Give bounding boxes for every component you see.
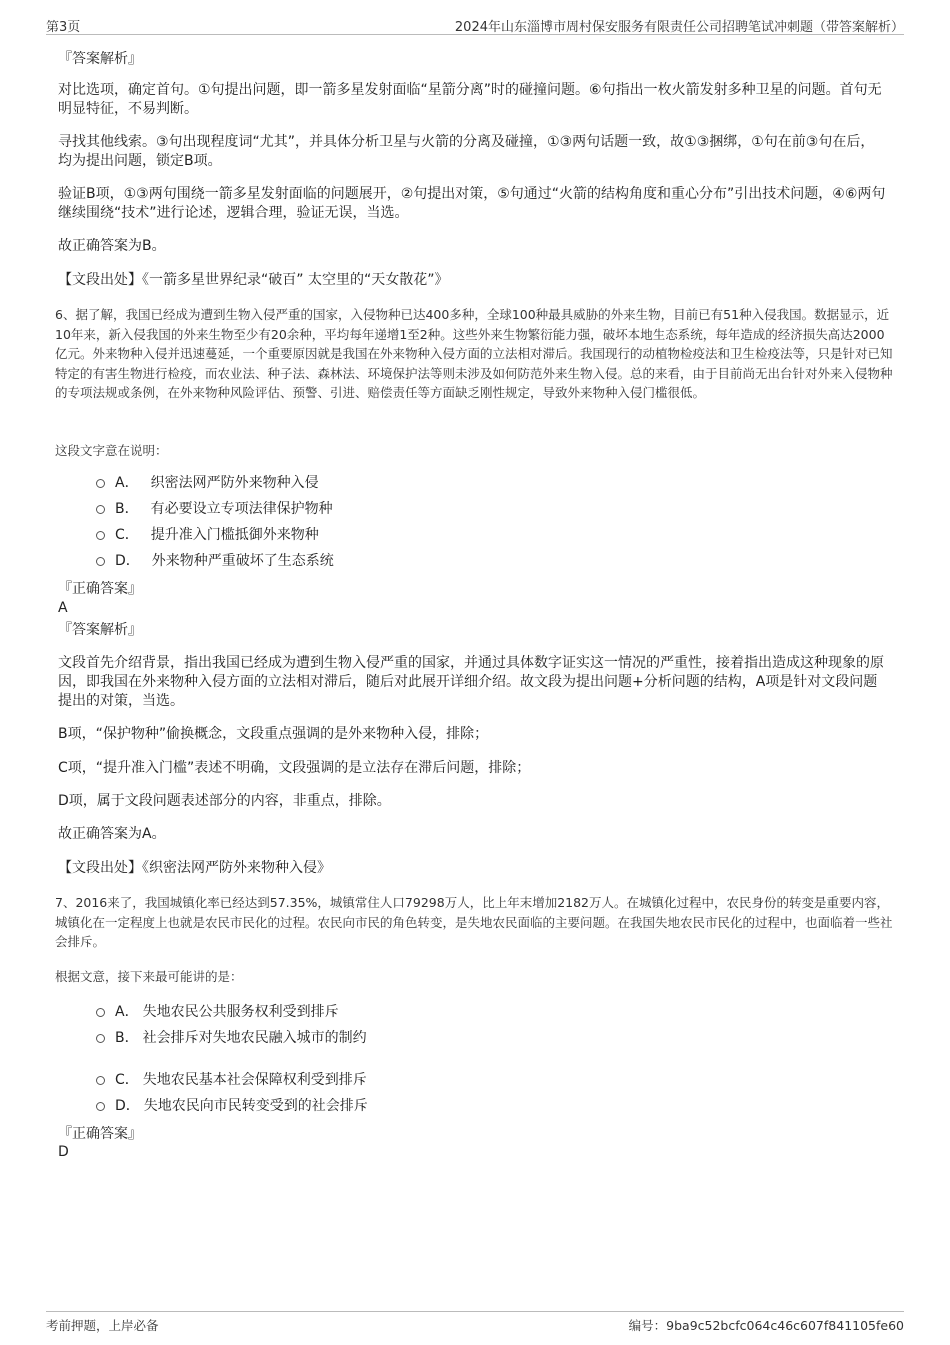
q7-option-a[interactable]: A． 失地农民公共服务权利受到排斥 (96, 1002, 339, 1022)
page-number: 第3页 (46, 20, 81, 35)
q7-prompt: 根据文意，接下来最可能讲的是： (55, 969, 243, 984)
q7-stem: 7、2016来了，我国城镇化率已经达到57.35%，城镇常住人口79298万人，比上年末增加2182万人。在城镇化过程中，农民身份的转变是重要内容，城镇化在一定程度上也就是农民市民化的过程。农民向市民的角色转变，是失地农民面临的主要问题。在我国失地农民市民化的过程中，也面临着一些社会排斥。 (55, 895, 893, 949)
q7-option-c[interactable]: C． 失地农民基本社会保障权利受到排斥 (96, 1070, 367, 1090)
q6-prompt: 这段文字意在说明： (55, 443, 168, 458)
q7-answer-label: 『正确答案』 (58, 1126, 142, 1142)
q5-analysis-paragraph-2: 寻找其他线索。③句出现程度词“尤其”，并具体分析卫星与火箭的分离及碰撞，①③两句话题一致，故①③捆绑，①句在前③句在后，均为提出问题，锁定B项。 (58, 134, 875, 169)
q6-analysis-label: 『答案解析』 (58, 622, 142, 638)
q6-analysis-paragraph-4: D项，属于文段问题表述部分的内容，非重点，排除。 (58, 793, 391, 809)
q6-stem: 6、据了解，我国已经成为遭到生物入侵严重的国家，入侵物种已达400多种，全球100种最具威胁的外来生物，目前已有51种入侵我国。数据显示，近10年来，新入侵我国的外来生物至少有20余种，平均每年递增1至2种。这些外来生物繁衍能力强，破坏本地生态系统，每年造成的经济损失高达2000亿元。外来物种入侵并迅速蔓延，一个重要原因就是我国在外来物种入侵方面的立法相对滞后。我国现行的动植物检疫法和卫生检疫法等，只是针对已知特定的有害生物进行检疫，而农业法、种子法、森林法、环境保护法等则未涉及如何防范外来生物入侵。总的来看，由于目前尚无出台针对外来入侵物种的专项法规或条例，在外来物种风险评估、预警、引进、赔偿责任等方面缺乏刚性规定，导致外来物种入侵门槛很低。 (55, 307, 893, 400)
radio-icon[interactable] (96, 1034, 105, 1043)
q6-analysis-paragraph-3: C项，“提升准入门槛”表述不明确，文段强调的是立法存在滞后问题，排除； (58, 760, 531, 776)
q6-option-d[interactable]: D． 外来物种严重破坏了生态系统 (96, 551, 334, 571)
q7-option-d[interactable]: D． 失地农民向市民转变受到的社会排斥 (96, 1096, 368, 1116)
page-footer (46, 1311, 904, 1336)
q5-source: 【文段出处】《一箭多星世界纪录“破百” 太空里的“天女散花”》 (58, 272, 449, 288)
radio-icon[interactable] (96, 557, 105, 566)
radio-icon[interactable] (96, 1076, 105, 1085)
footer-slogan: 考前押题，上岸必备 (46, 1318, 159, 1333)
q6-final-answer: 故正确答案为A。 (58, 826, 166, 842)
radio-icon[interactable] (96, 531, 105, 540)
q6-source: 【文段出处】《织密法网严防外来物种入侵》 (58, 860, 331, 876)
q5-analysis-paragraph-3: 验证B项，①③两句围绕一箭多星发射面临的问题展开，②句提出对策，⑤句通过“火箭的结构角度和重心分布”引出技术问题，④⑥两句继续围绕“技术”进行论述，逻辑合理，验证无误，当选。 (58, 186, 886, 221)
radio-icon[interactable] (96, 1008, 105, 1017)
q6-option-a[interactable]: A． 织密法网严防外来物种入侵 (96, 473, 319, 493)
q6-analysis-paragraph-2: B项，“保护物种”偷换概念，文段重点强调的是外来物种入侵，排除； (58, 726, 489, 742)
q5-final-answer: 故正确答案为B。 (58, 238, 166, 254)
document-id: 编号：9ba9c52bcfc064c46c607f841105fe60 (628, 1318, 904, 1333)
radio-icon[interactable] (96, 479, 105, 488)
q5-analysis-label: 『答案解析』 (58, 51, 142, 67)
document-title: 2024年山东淄博市周村保安服务有限责任公司招聘笔试冲刺题（带答案解析） (454, 20, 904, 35)
radio-icon[interactable] (96, 505, 105, 514)
radio-icon[interactable] (96, 1102, 105, 1111)
q6-analysis-paragraph-1: 文段首先介绍背景，指出我国已经成为遭到生物入侵严重的国家，并通过具体数字证实这一情况的严重性，接着指出造成这种现象的原因，即我国在外来物种入侵方面的立法相对滞后，随后对此展开详细介绍。故文段为提出问题+分析问题的结构，A项是针对文段问题提出的对策，当选。 (58, 655, 884, 709)
page-header (46, 14, 904, 35)
q7-answer: D (58, 1144, 69, 1160)
q5-analysis-paragraph-1: 对比选项，确定首句。①句提出问题，即一箭多星发射面临“星箭分离”时的碰撞问题。⑥句指出一枚火箭发射多种卫星的问题。首句无明显特征，不易判断。 (58, 82, 882, 117)
q7-option-b[interactable]: B． 社会排斥对失地农民融入城市的制约 (96, 1028, 367, 1048)
q6-option-b[interactable]: B． 有必要设立专项法律保护物种 (96, 499, 333, 519)
q6-answer: A (58, 600, 68, 616)
q6-option-c[interactable]: C． 提升准入门槛抵御外来物种 (96, 525, 319, 545)
q6-answer-label: 『正确答案』 (58, 581, 142, 597)
